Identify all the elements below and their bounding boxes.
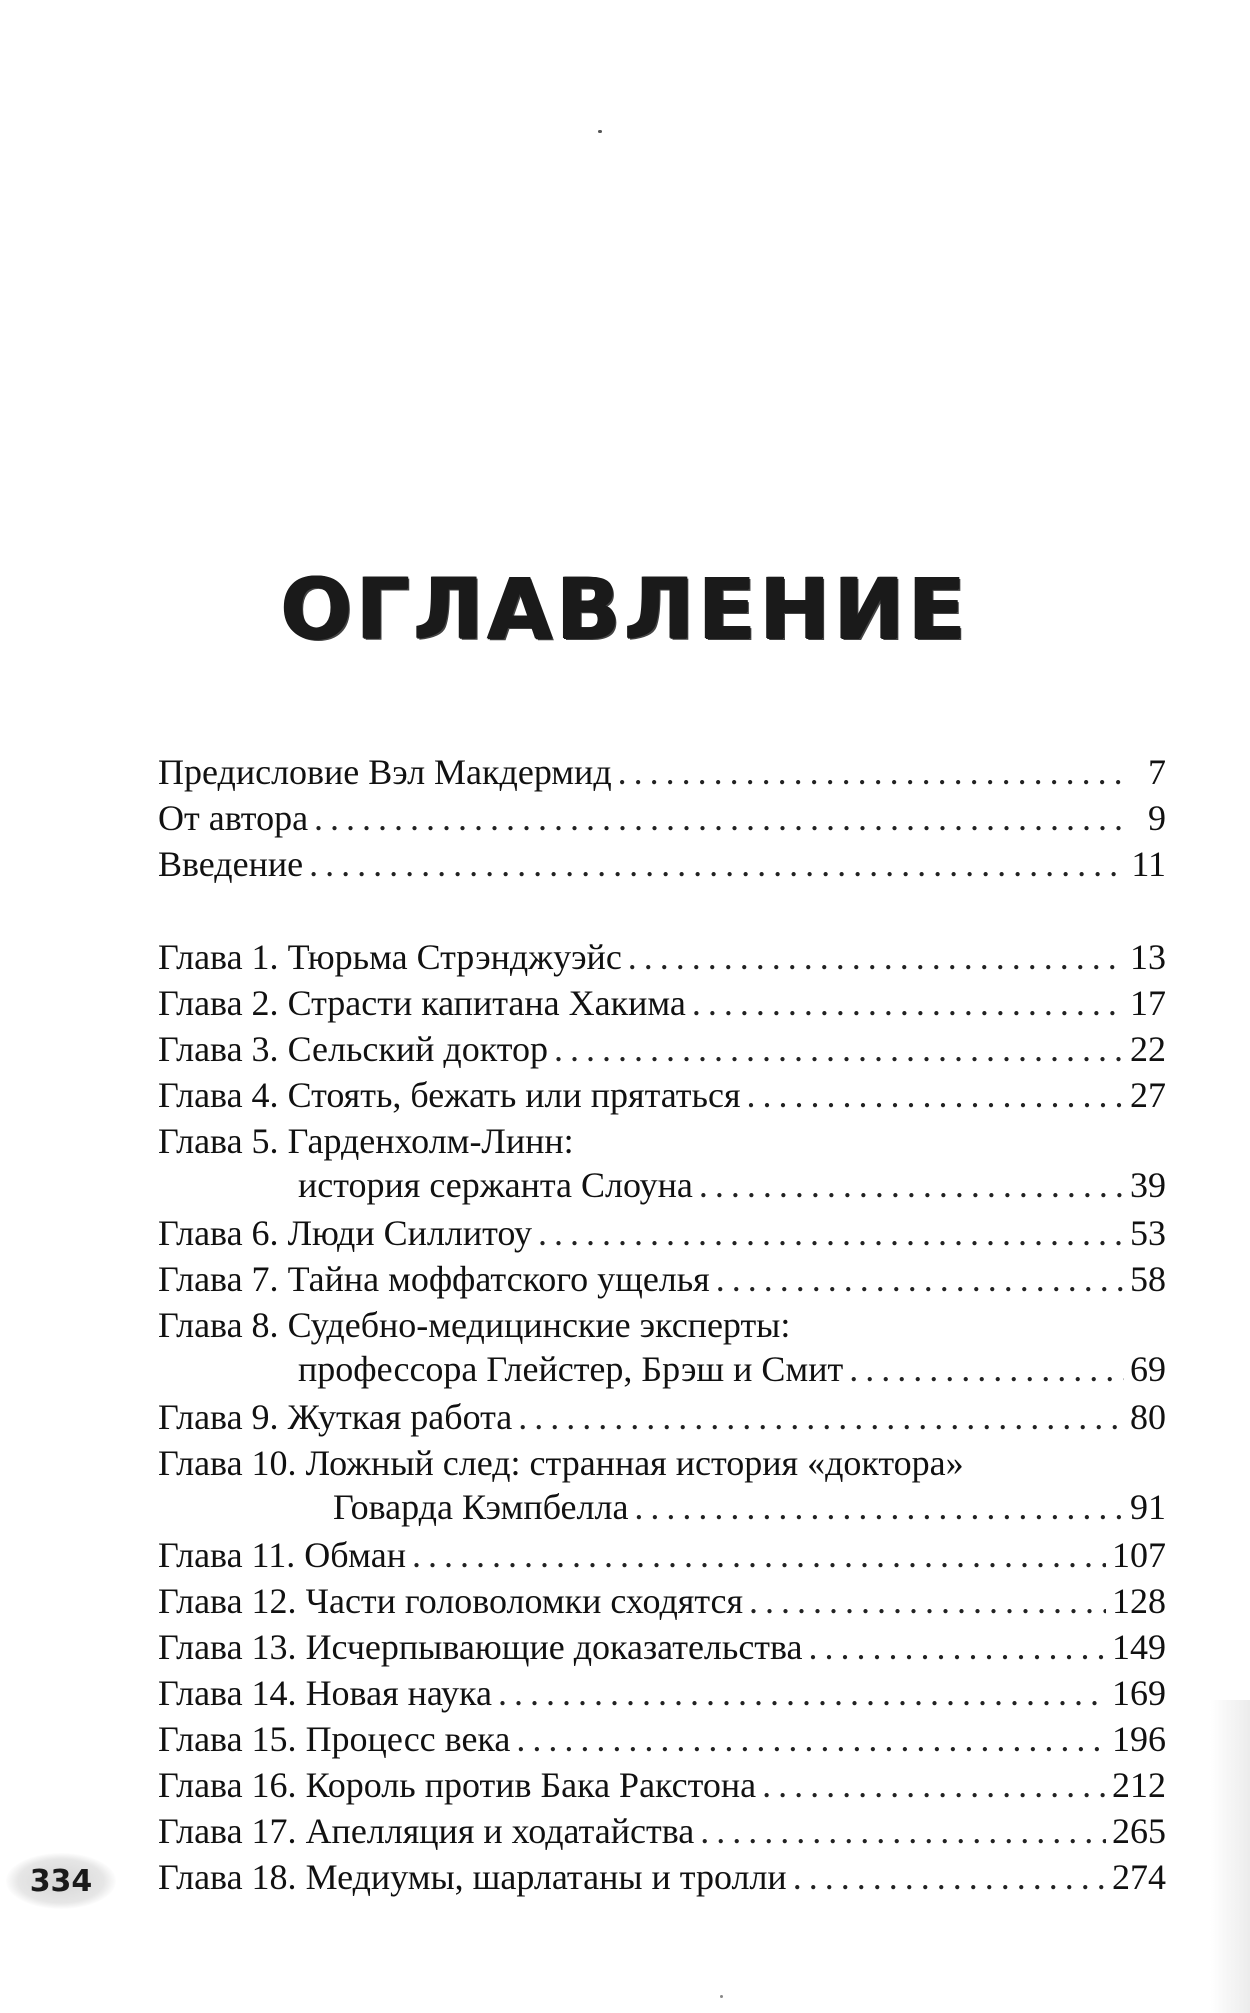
chapter-title: Король против Бака Ракстона xyxy=(305,1765,757,1805)
toc-chapter-9[interactable] xyxy=(158,1395,1166,1439)
toc-page-number: 196 xyxy=(1112,1719,1166,1759)
chapter-title: Страсти капитана Хакима xyxy=(287,983,686,1023)
dot-leader xyxy=(518,1395,1124,1439)
toc-page-number: 107 xyxy=(1112,1535,1166,1575)
toc-chapter-10[interactable] xyxy=(158,1441,1166,1529)
chapter-label: Глава 6. xyxy=(158,1213,279,1253)
chapter-title: Апелляция и ходатайства xyxy=(305,1811,695,1851)
chapter-label: Глава 10. xyxy=(158,1443,297,1483)
dot-leader xyxy=(554,1027,1124,1071)
chapter-title: Новая наука xyxy=(305,1673,492,1713)
toc-entry-introduction[interactable] xyxy=(158,842,1166,886)
toc-chapter-17[interactable] xyxy=(158,1809,1166,1853)
toc-entry-title: Предисловие Вэл Макдермид xyxy=(158,752,612,792)
chapter-label: Глава 13. xyxy=(158,1627,297,1667)
chapter-label: Глава 3. xyxy=(158,1029,279,1069)
dot-leader xyxy=(716,1257,1124,1301)
toc-entry-title: Введение xyxy=(158,844,304,884)
chapter-label: Глава 1. xyxy=(158,937,279,977)
dot-leader xyxy=(747,1073,1125,1117)
chapter-title: Сельский доктор xyxy=(287,1029,548,1069)
toc-chapter-11[interactable] xyxy=(158,1533,1166,1577)
chapter-title: Исчерпывающие доказательства xyxy=(305,1627,803,1667)
toc-entry-title: От автора xyxy=(158,798,309,838)
toc-chapter-14[interactable] xyxy=(158,1671,1166,1715)
dot-leader xyxy=(699,1163,1124,1207)
chapter-label: Глава 17. xyxy=(158,1811,297,1851)
toc-chapter-18[interactable] xyxy=(158,1855,1166,1899)
dot-leader xyxy=(628,935,1124,979)
chapter-title: Медиумы, шарлатаны и тролли xyxy=(305,1857,787,1897)
dot-leader xyxy=(538,1211,1124,1255)
chapter-label: Глава 9. xyxy=(158,1397,279,1437)
toc-chapter-7[interactable] xyxy=(158,1257,1166,1301)
chapter-title: Судебно-медицинские эксперты: xyxy=(287,1305,791,1345)
chapter-title: Гарденхолм-Линн: xyxy=(287,1121,574,1161)
toc-chapter-4[interactable] xyxy=(158,1073,1166,1117)
chapter-label: Глава 2. xyxy=(158,983,279,1023)
toc-page-number: 27 xyxy=(1130,1075,1166,1115)
toc-chapter-12[interactable] xyxy=(158,1579,1166,1623)
toc-page-number: 7 xyxy=(1148,752,1166,792)
chapter-label: Глава 15. xyxy=(158,1719,297,1759)
chapter-title: Процесс века xyxy=(305,1719,511,1759)
toc-chapter-1[interactable] xyxy=(158,935,1166,979)
toc-entry-author-note[interactable] xyxy=(158,796,1166,840)
toc-page-number: 91 xyxy=(1130,1487,1166,1527)
chapter-label: Глава 7. xyxy=(158,1259,279,1299)
dot-leader xyxy=(700,1809,1106,1853)
dot-leader xyxy=(309,842,1125,886)
scan-speck xyxy=(720,1995,723,1998)
toc-entry-preface[interactable] xyxy=(158,750,1166,794)
chapter-label: Глава 5. xyxy=(158,1121,279,1161)
toc-page-number: 212 xyxy=(1112,1765,1166,1805)
toc-page-number: 53 xyxy=(1130,1213,1166,1253)
dot-leader xyxy=(412,1533,1106,1577)
dot-leader xyxy=(749,1579,1106,1623)
chapter-title-continuation: Говарда Кэмпбелла xyxy=(333,1487,629,1527)
toc-chapter-16[interactable] xyxy=(158,1763,1166,1807)
chapter-title: Тюрьма Стрэнджуэйс xyxy=(287,937,622,977)
toc-page-number: 80 xyxy=(1130,1397,1166,1437)
toc-chapter-15[interactable] xyxy=(158,1717,1166,1761)
toc-chapter-5[interactable] xyxy=(158,1119,1166,1207)
chapter-label: Глава 16. xyxy=(158,1765,297,1805)
dot-leader xyxy=(618,750,1130,794)
dot-leader xyxy=(498,1671,1106,1715)
chapter-title: Части головоломки сходятся xyxy=(305,1581,744,1621)
toc-page-number: 274 xyxy=(1112,1857,1166,1897)
chapter-title: Тайна моффатского ущелья xyxy=(287,1259,710,1299)
dot-leader xyxy=(516,1717,1106,1761)
toc-page-number: 22 xyxy=(1130,1029,1166,1069)
toc-page-number: 265 xyxy=(1112,1811,1166,1851)
chapter-title-continuation: история сержанта Слоуна xyxy=(298,1165,693,1205)
toc-page-number: 9 xyxy=(1148,798,1166,838)
toc-page-number: 39 xyxy=(1130,1165,1166,1205)
dot-leader xyxy=(849,1347,1124,1391)
page-number-badge: 334 xyxy=(6,1853,116,1909)
dot-leader xyxy=(793,1855,1106,1899)
page-edge-shadow xyxy=(1210,1700,1250,2013)
dot-leader xyxy=(762,1763,1106,1807)
chapter-title: Стоять, бежать или прятаться xyxy=(287,1075,741,1115)
page-title: ОГЛАВЛЕНИЕ xyxy=(280,560,970,658)
toc-page-number: 69 xyxy=(1130,1349,1166,1389)
dot-leader xyxy=(692,981,1124,1025)
chapter-label: Глава 4. xyxy=(158,1075,279,1115)
chapter-label: Глава 11. xyxy=(158,1535,296,1575)
chapter-label: Глава 14. xyxy=(158,1673,297,1713)
toc-chapter-13[interactable] xyxy=(158,1625,1166,1669)
chapter-label: Глава 18. xyxy=(158,1857,297,1897)
toc-page-number: 169 xyxy=(1112,1673,1166,1713)
chapter-label: Глава 8. xyxy=(158,1305,279,1345)
toc-page-number: 11 xyxy=(1131,844,1166,884)
toc-chapter-8[interactable] xyxy=(158,1303,1166,1391)
chapter-title: Обман xyxy=(304,1535,406,1575)
toc-page-number: 17 xyxy=(1130,983,1166,1023)
chapter-title: Люди Силлитоу xyxy=(287,1213,532,1253)
toc-page-number: 58 xyxy=(1130,1259,1166,1299)
dot-leader xyxy=(314,796,1130,840)
dot-leader xyxy=(634,1485,1124,1529)
toc-chapter-3[interactable] xyxy=(158,1027,1166,1071)
toc-chapter-6[interactable] xyxy=(158,1211,1166,1255)
scan-speck xyxy=(598,130,602,133)
toc-page-number: 128 xyxy=(1112,1581,1166,1621)
dot-leader xyxy=(809,1625,1106,1669)
toc-chapter-2[interactable] xyxy=(158,981,1166,1025)
chapter-title-continuation: профессора Глейстер, Брэш и Смит xyxy=(298,1349,844,1389)
toc-page-number: 13 xyxy=(1130,937,1166,977)
chapter-title: Ложный след: странная история «доктора» xyxy=(305,1443,964,1483)
chapter-title: Жуткая работа xyxy=(287,1397,513,1437)
chapter-label: Глава 12. xyxy=(158,1581,297,1621)
toc-page-number: 149 xyxy=(1112,1627,1166,1667)
